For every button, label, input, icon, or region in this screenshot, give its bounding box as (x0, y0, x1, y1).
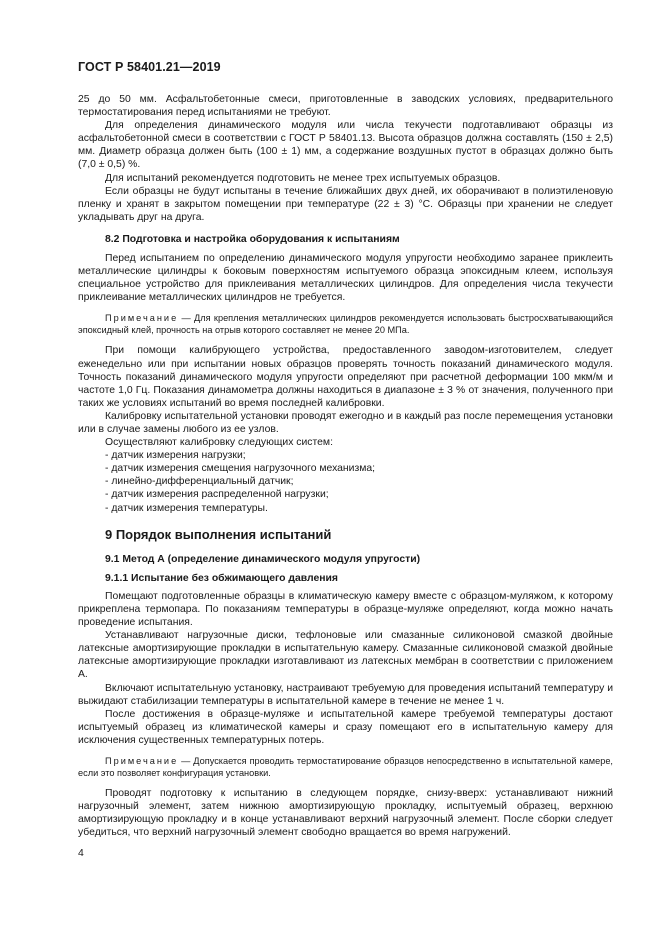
note (78, 312, 613, 336)
list-item: - датчик измерения распределенной нагрузки; (105, 489, 329, 501)
document-header: ГОСТ Р 58401.21—2019 (78, 60, 221, 74)
page-body (78, 93, 613, 839)
paragraph: Перед испытанием по определению динамического модуля упругости необходимо заранее приклеить металлические цилиндры к боковым поверхностям испытуемого образца эпоксидным клеем, используя специальное устройство для приклеивания металлических цилиндров. Для определения числа текучести приклеивание металлических цилиндров не требуется. (78, 253, 613, 304)
note-text: — Для крепления металлических цилиндров рекомендуется использовать быстросхватывающийся эпоксидный клей, прочность на отрыв которого составляет не менее 20 МПа. (78, 313, 613, 336)
list-item: - датчик измерения нагрузки; (105, 450, 246, 462)
section-heading-9: 9 Порядок выполнения испытаний (105, 526, 332, 542)
paragraph: Проводят подготовку к испытанию в следующем порядке, снизу-вверх: устанавливают нижний нагрузочный элемент, затем нижнюю амортизирующую прокладку, испытуемый образец, верхнюю амортизирующую прокладку и в конце устанавливают верхний нагрузочный элемент. После сборки следует убедиться, что верхний нагрузочный элемент свободно вращается во время нагружений. (78, 788, 613, 839)
note-label: Примечание (105, 313, 179, 324)
paragraph: Устанавливают нагрузочные диски, тефлоновые или смазанные силиконовой смазкой двойные латексные амортизирующие прокладки в испытательную камеру. Смазанные силиконовой смазкой двойные латексные амортизирующие прокладки изготавливают из латексных мембран в соответствии с приложением А. (78, 630, 613, 681)
section-heading-8-2: 8.2 Подготовка и настройка оборудования к испытаниям (105, 233, 400, 245)
paragraph: Осуществляют калибровку следующих систем: (105, 437, 333, 449)
paragraph: Включают испытательную установку, настраивают требуемую для проведения испытаний температуру и выжидают стабилизации температуры в испытательной камере в течение не менее 1 ч. (78, 682, 613, 707)
note (78, 755, 613, 779)
list-item: - датчик измерения температуры. (105, 502, 268, 514)
page-number: 4 (78, 848, 84, 859)
paragraph: Помещают подготовленные образцы в климатическую камеру вместе с образцом-муляжом, к которому прикреплена термопара. По показаниям температуры в образце-муляже определяют, когда можно начать проведение испытания. (78, 590, 613, 629)
paragraph: После достижения в образце-муляже и испытательной камере требуемой температуры достают испытуемый образец из климатической камеры и сразу помещают его в испытательную камеру для исключения существенных температурных потерь. (78, 708, 613, 746)
note-label: Примечание (105, 756, 179, 767)
paragraph: При помощи калибрующего устройства, предоставленного заводом-изготовителем, следует еженедельно или при испытании новых образцов проверять точность показаний динамического модуля. Точность показаний динамического модуля упругости определяют при расчетной деформации 100 мкм/м и частоте 1,0 Гц. Показания динамометра должны находиться в диапазоне ± 3 % от значения, полученного при таких же условиях испытаний во время последней калибровки. (78, 345, 613, 409)
list-item: - датчик измерения смещения нагрузочного механизма; (105, 463, 376, 475)
paragraph: 25 до 50 мм. Асфальтобетонные смеси, приготовленные в заводских условиях, предварительного термостатирования перед испытаниями не требуют. (78, 94, 613, 119)
list-item: - линейно-дифференциальный датчик; (105, 476, 294, 488)
paragraph: Если образцы не будут испытаны в течение ближайших двух дней, их оборачивают в полиэтиленовую пленку и хранят в закрытом помещении при температуре (22 ± 3) °С. Образцы при хранении не следует укладывать друг на друга. (78, 185, 613, 223)
paragraph: Калибровку испытательной установки проводят ежегодно и в каждый раз после перемещения установки или в случае замены любого из ее узлов. (78, 410, 613, 435)
paragraph: Для определения динамического модуля или числа текучести подготавливают образцы из асфальтобетонной смеси в соответствии с ГОСТ Р 58401.13. Высота образцов должна составлять (150 ± 2,5) мм. Диаметр образца должен быть (100 ± 1) мм, а содержание воздушных пустот в образцах должно быть (7,0 ± 0,5) %. (78, 120, 613, 171)
section-heading-9-1: 9.1 Метод А (определение динамического модуля упругости) (105, 553, 421, 565)
note-text: — Допускается проводить термостатирование образцов непосредственно в испытательной камере, если это позволяет конфигурация установки. (78, 756, 613, 779)
section-heading-9-1-1: 9.1.1 Испытание без обжимающего давления (105, 572, 338, 584)
paragraph: Для испытаний рекомендуется подготовить не менее трех испытуемых образцов. (105, 172, 501, 184)
calibration-list (78, 449, 613, 514)
